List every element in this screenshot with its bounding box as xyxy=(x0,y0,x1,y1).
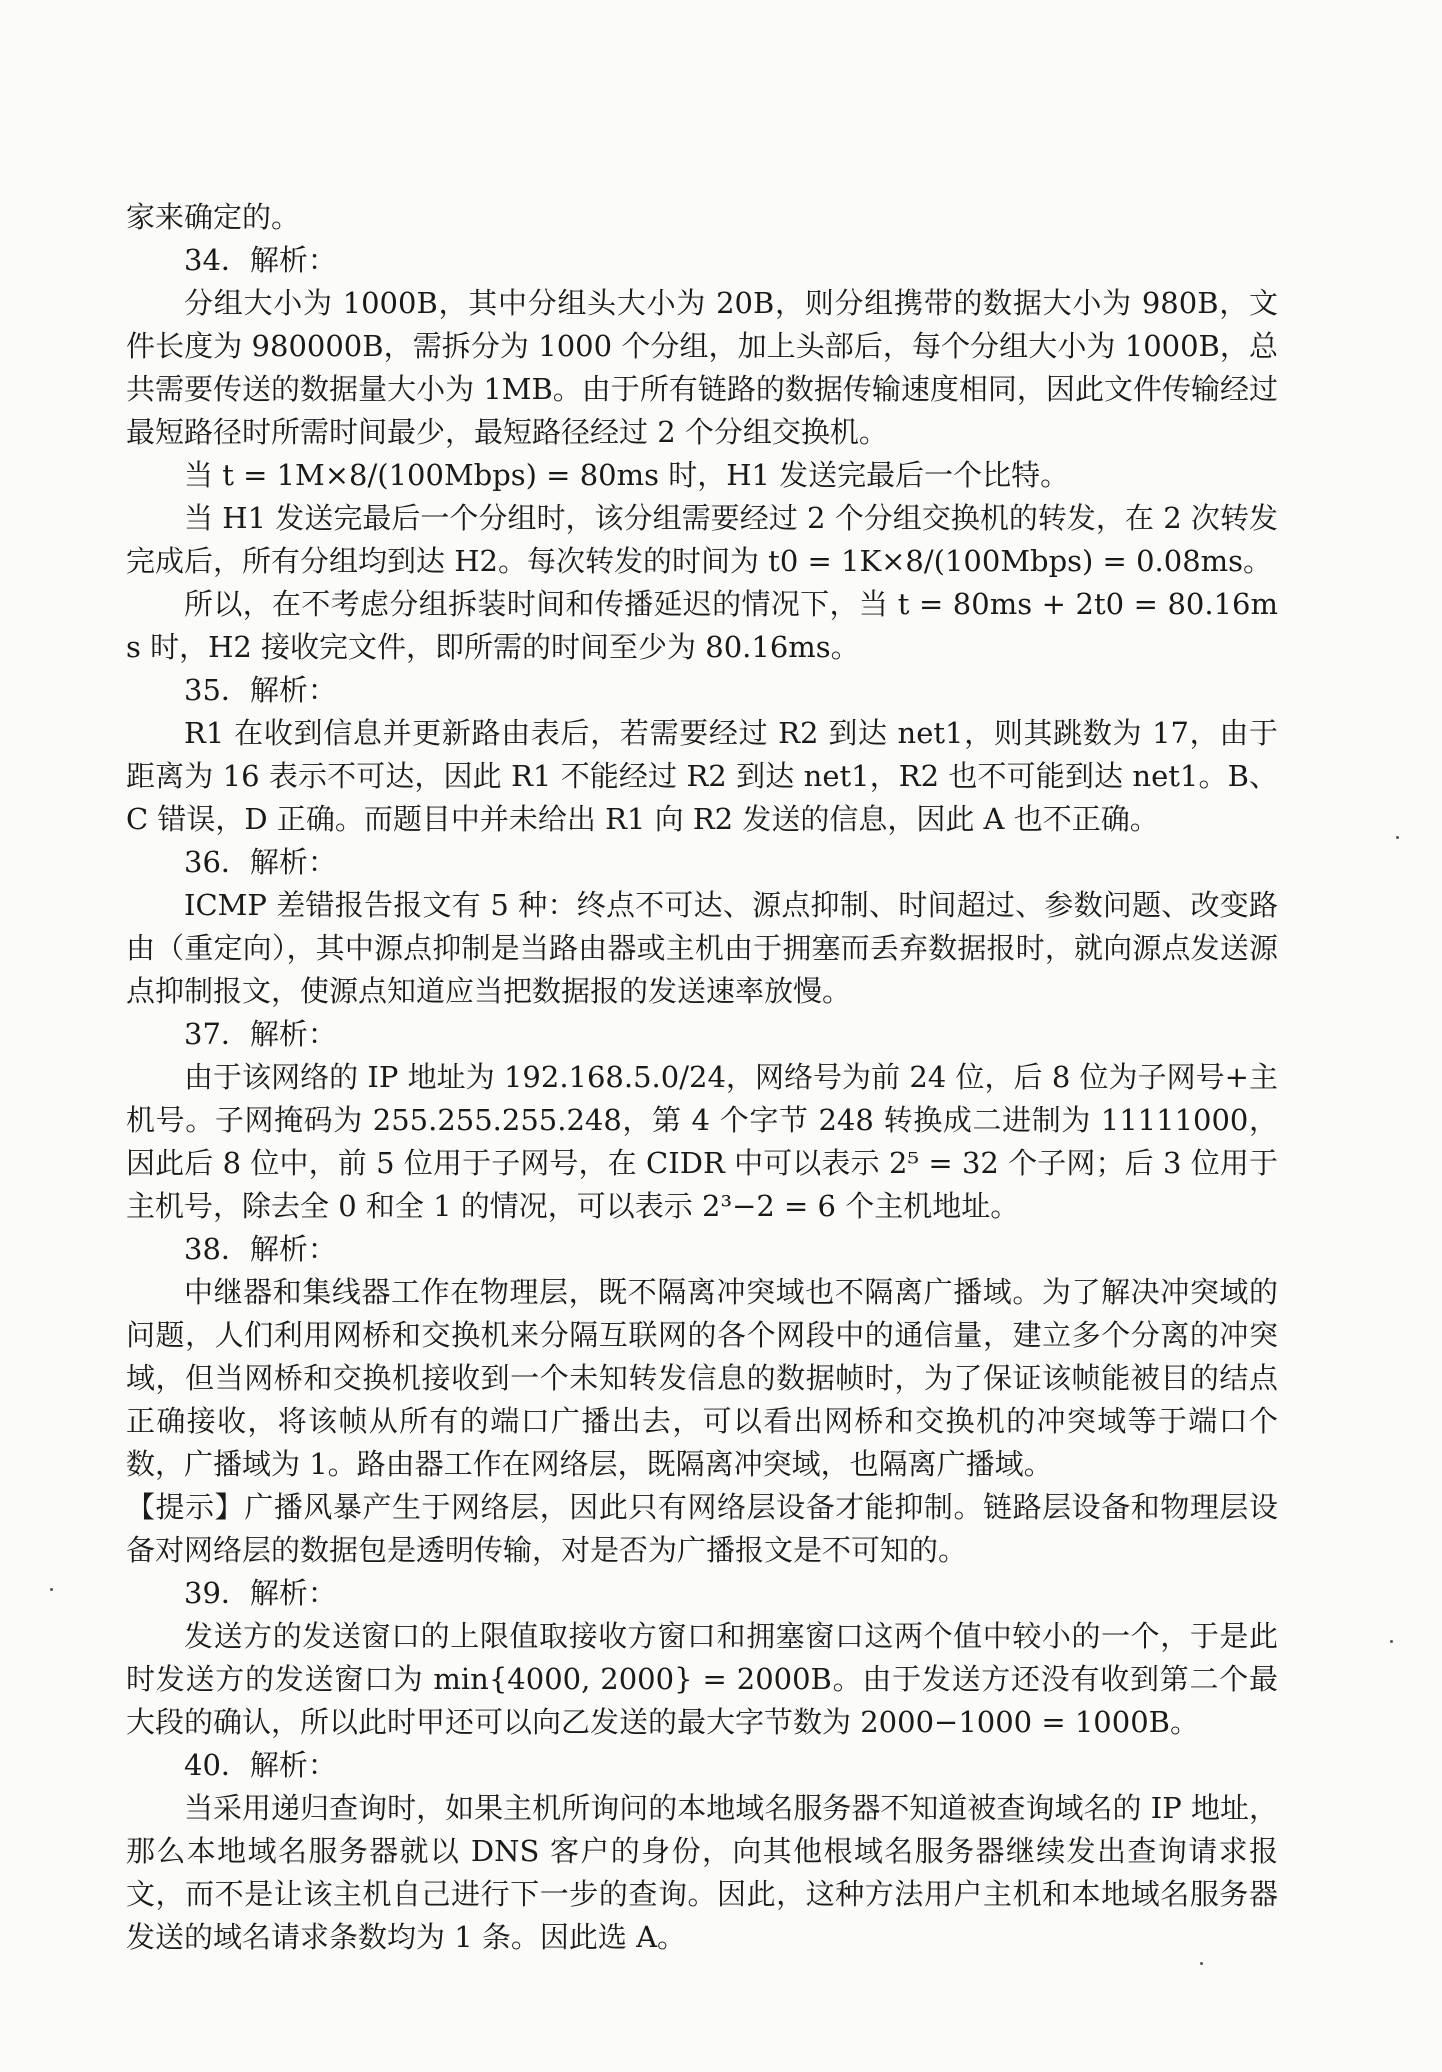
paragraph-q34-2: 当 t = 1M×8/(100Mbps) = 80ms 时，H1 发送完最后一个比特。 xyxy=(184,458,1070,492)
paragraph-q38: 中继器和集线器工作在物理层，既不隔离冲突域也不隔离广播域。为了解决冲突域的问题，人们利用网桥和交换机来分隔互联网的各个网段中的通信量，建立多个分离的冲突域，但当网桥和交换机接收到一个未知转发信息的数据帧时，为了保证该帧能被目的结点正确接收，将该帧从所有的端口广播出去，可以看出网桥和交换机的冲突域等于端口个数，广播域为 1。路由器工作在网络层，既隔离冲突域，也隔离广播域。 xyxy=(126,1275,1278,1481)
heading-q35: 35．解析： xyxy=(184,673,337,707)
heading-q38: 38．解析： xyxy=(184,1232,337,1266)
paragraph-q40: 当采用递归查询时，如果主机所询问的本地域名服务器不知道被查询域名的 IP 地址，那么本地域名服务器就以 DNS 客户的身份，向其他根域名服务器继续发出查询请求报文，而不是让该主机自己进行下一步的查询。因此，这种方法用户主机和本地域名服务器发送的域名请求条数均为 1 条。因此选 A。 xyxy=(126,1791,1278,1954)
heading-q34: 34．解析： xyxy=(184,243,337,277)
heading-q36: 36．解析： xyxy=(184,845,337,879)
tip-text: 广播风暴产生于网络层，因此只有网络层设备才能抑制。链路层设备和物理层设备对网络层的数据包是透明传输，对是否为广播报文是不可知的。 xyxy=(126,1490,1278,1567)
paragraph-q36: ICMP 差错报告报文有 5 种：终点不可达、源点抑制、时间超过、参数问题、改变路由（重定向），其中源点抑制是当路由器或主机由于拥塞而丢弃数据报时，就向源点发送源点抑制报文，使源点知道应当把数据报的发送速率放慢。 xyxy=(126,888,1278,1008)
tip-label: 【提示】 xyxy=(126,1490,245,1524)
heading-q37: 37．解析： xyxy=(184,1017,337,1051)
paragraph-q34-3: 当 H1 发送完最后一个分组时，该分组需要经过 2 个分组交换机的转发，在 2 次转发完成后，所有分组均到达 H2。每次转发的时间为 t0 = 1K×8/(100Mbps) = 0.08ms。 xyxy=(126,501,1278,578)
scan-speck xyxy=(50,1588,53,1591)
scan-speck xyxy=(1396,836,1399,839)
heading-q40: 40．解析： xyxy=(184,1748,337,1782)
paragraph-q34-1: 分组大小为 1000B，其中分组头大小为 20B，则分组携带的数据大小为 980B，文件长度为 980000B，需拆分为 1000 个分组，加上头部后，每个分组大小为 1000B，总共需要传送的数据量大小为 1MB。由于所有链路的数据传输速度相同，因此文件传输经过最短路径时所需时间最少，最短路径经过 2 个分组交换机。 xyxy=(126,286,1278,449)
paragraph-q37: 由于该网络的 IP 地址为 192.168.5.0/24，网络号为前 24 位，后 8 位为子网号+主机号。子网掩码为 255.255.255.248，第 4 个字节 248 转换成二进制为 11111000，因此后 8 位中，前 5 位用于子网号，在 CIDR 中可以表示 2⁵ = 32 个子网；后 3 位用于主机号，除去全 0 和全 1 的情况，可以表示 2³−2 = 6 个主机地址。 xyxy=(126,1060,1278,1223)
paragraph-q34-4: 所以，在不考虑分组拆装时间和传播延迟的情况下，当 t = 80ms + 2t0 = 80.16ms 时，H2 接收完文件，即所需的时间至少为 80.16ms。 xyxy=(126,587,1278,664)
paragraph-q35: R1 在收到信息并更新路由表后，若需要经过 R2 到达 net1，则其跳数为 17，由于距离为 16 表示不可达，因此 R1 不能经过 R2 到达 net1，R2 也不可能到达 net1。B、C 错误，D 正确。而题目中并未给出 R1 向 R2 发送的信息，因此 A 也不正确。 xyxy=(126,716,1278,836)
paragraph-q38-tip xyxy=(126,1486,1278,1572)
scan-speck xyxy=(1200,1962,1203,1965)
paragraph-continuation: 家来确定的。 xyxy=(126,200,301,234)
document-page xyxy=(126,196,1278,1959)
scan-speck xyxy=(1390,1640,1393,1643)
paragraph-q39: 发送方的发送窗口的上限值取接收方窗口和拥塞窗口这两个值中较小的一个，于是此时发送方的发送窗口为 min{4000, 2000} = 2000B。由于发送方还没有收到第二个最大段的确认，所以此时甲还可以向乙发送的最大字节数为 2000−1000 = 1000B。 xyxy=(126,1619,1278,1739)
heading-q39: 39．解析： xyxy=(184,1576,337,1610)
